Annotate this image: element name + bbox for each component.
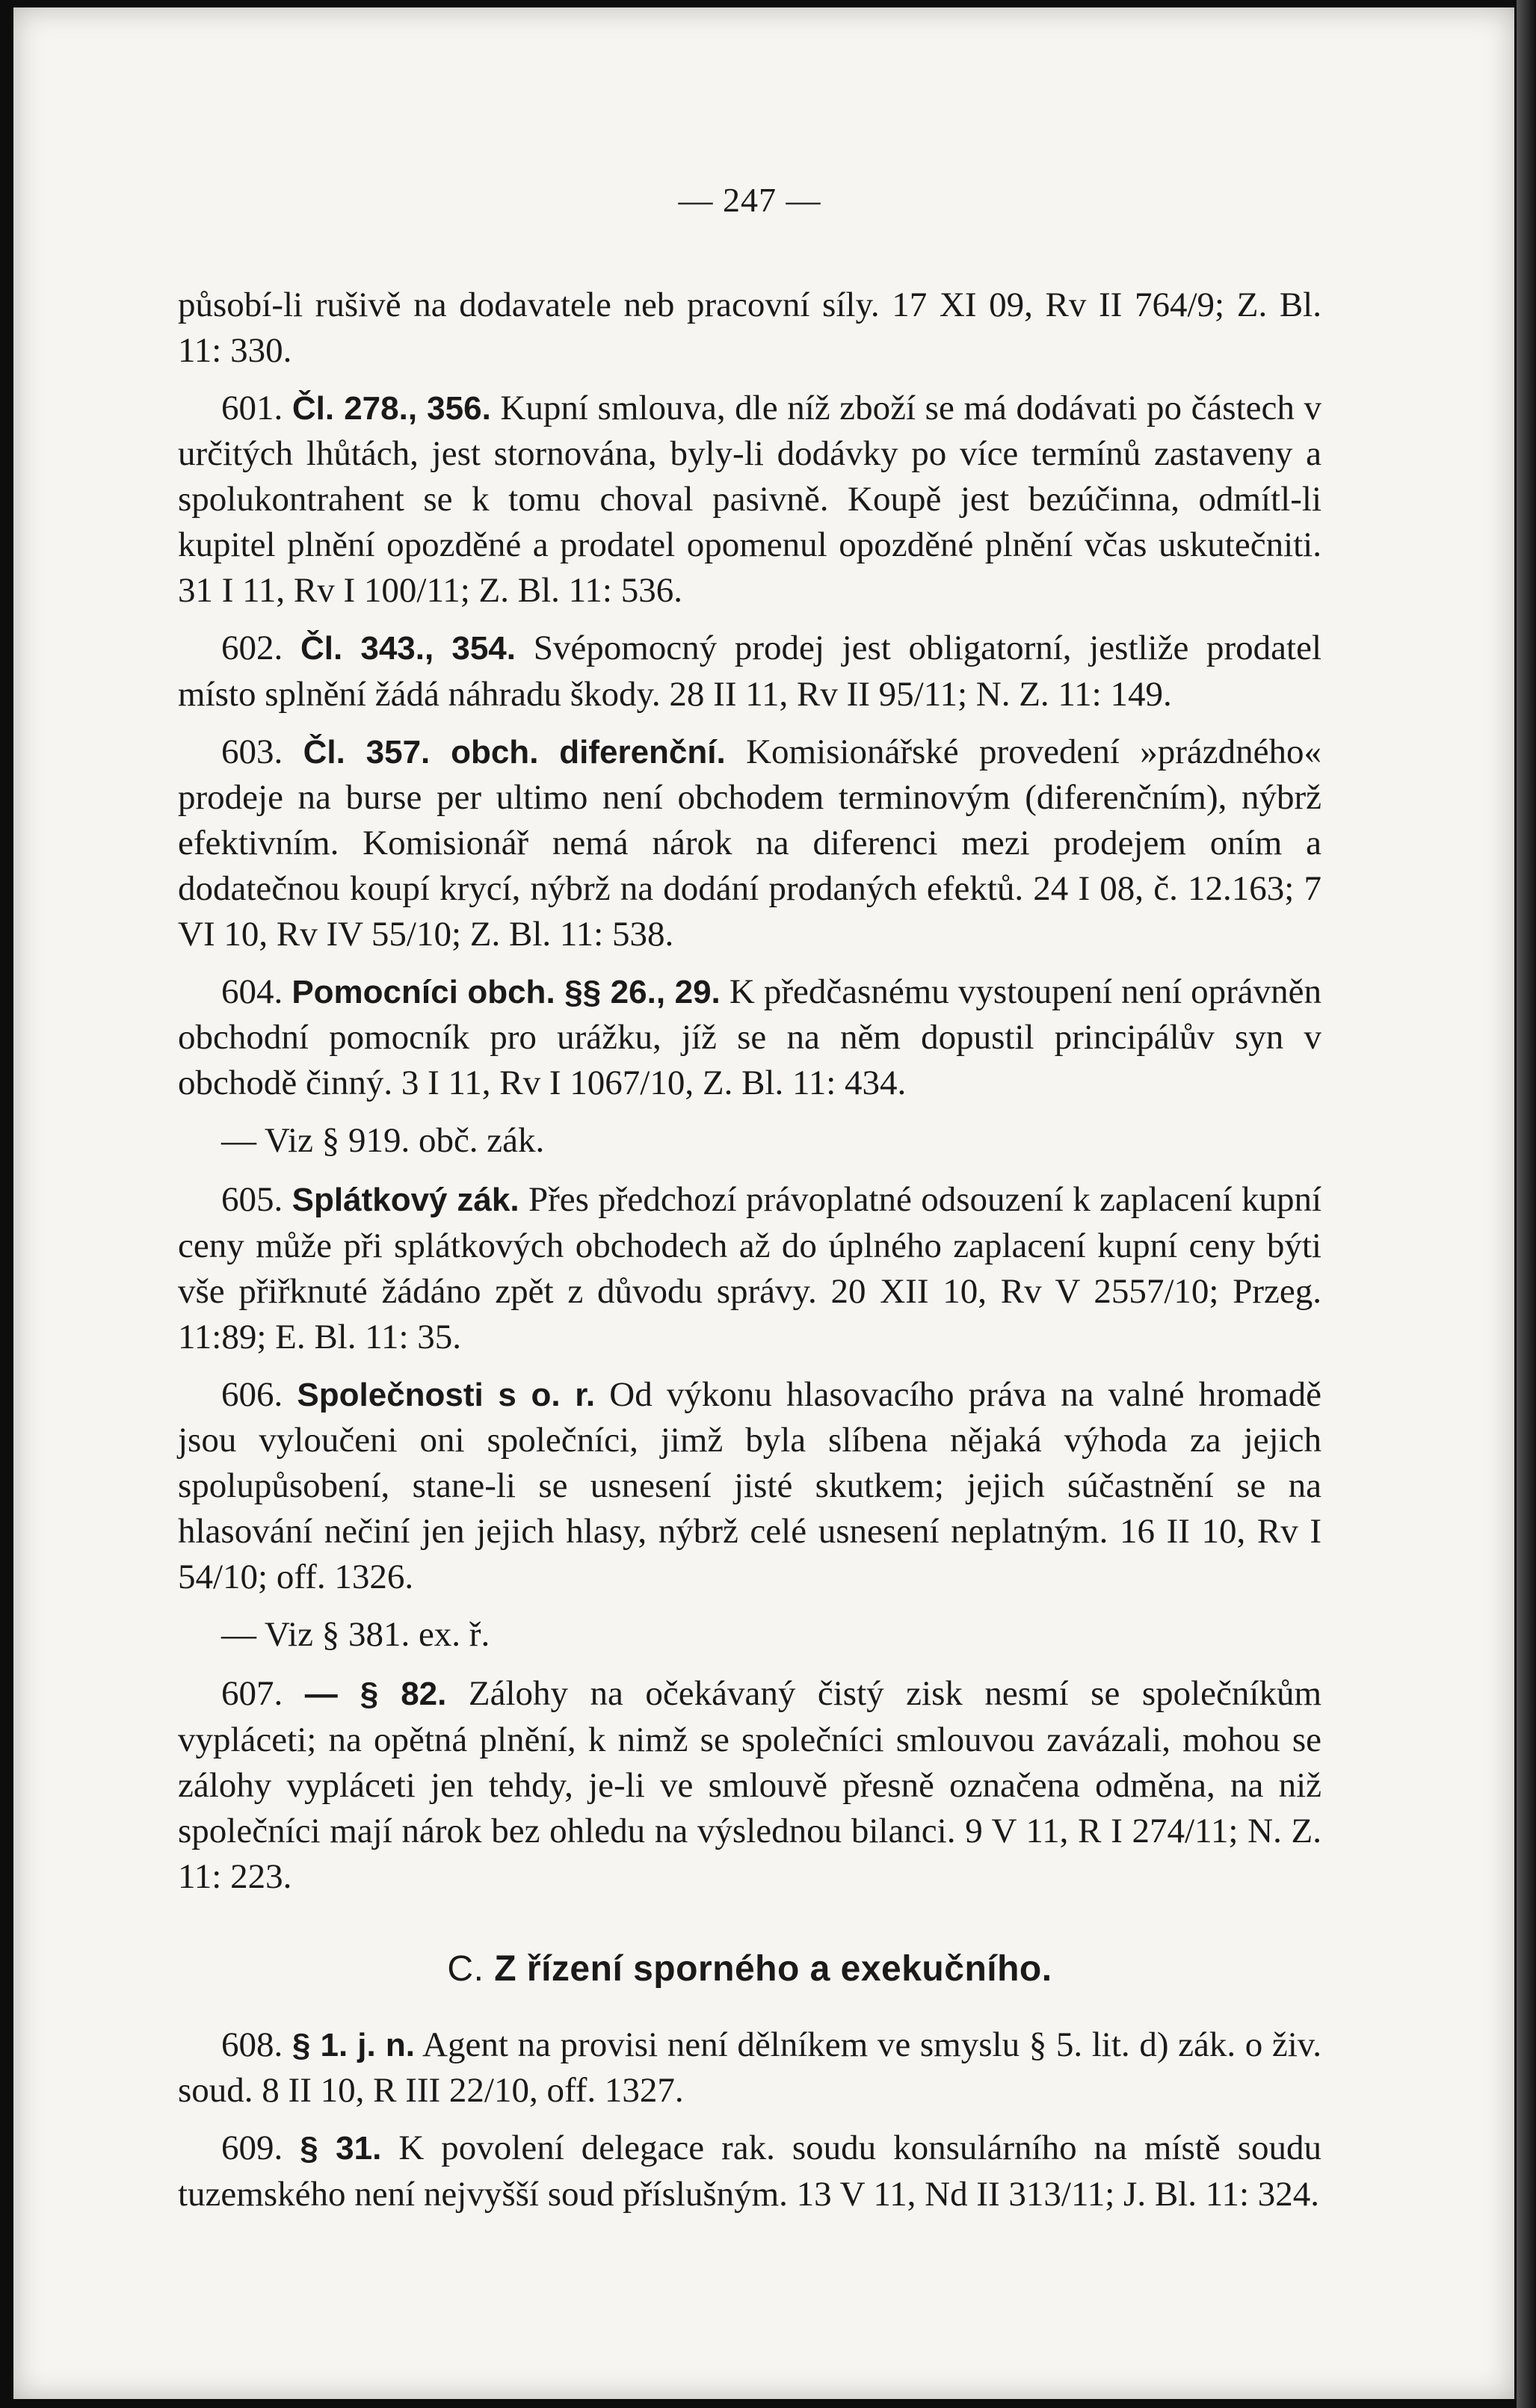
entry-reference: Splátkový zák. bbox=[292, 1182, 519, 1219]
cross-reference-2: — Viz § 381. ex. ř. bbox=[221, 1615, 490, 1655]
entry-reference: Čl. 357. obch. diferenční. bbox=[303, 733, 726, 771]
entry-reference: Čl. 343., 354. bbox=[300, 630, 516, 667]
entry-reference: Čl. 278., 356. bbox=[292, 389, 491, 427]
entry-number: 606. bbox=[221, 1374, 283, 1414]
entry-text: K předčasnému vystoupení není oprávněn obchodní pomocník pro urážku, jíž se na něm dopustil principálův syn v obchodě činný. 3 I 11, Rv I 1067/10, Z. Bl. 11: 434. bbox=[178, 972, 1322, 1103]
book-page bbox=[13, 7, 1514, 2399]
entry-text: Svépomocný prodej jest obligatorní, jestliže prodatel místo splnění žádá náhradu škody. 28 II 11, Rv II 95/11; N. Z. 11: 149. bbox=[178, 629, 1322, 714]
entry-number: 604. bbox=[221, 972, 283, 1012]
page-number: — 247 — bbox=[678, 181, 821, 219]
entry-reference: § 1. j. n. bbox=[292, 2027, 415, 2064]
section-title: Z řízení sporného a exekučního. bbox=[494, 1948, 1052, 1989]
page-content bbox=[178, 178, 1321, 2229]
entry-number: 608. bbox=[221, 2025, 283, 2065]
entry-paragraph bbox=[178, 2022, 1321, 2114]
entry-number: 603. bbox=[221, 732, 283, 771]
entries-group-4 bbox=[178, 2022, 1321, 2217]
entry-paragraph bbox=[178, 626, 1321, 717]
section-letter: C. bbox=[447, 1948, 484, 1989]
entry-reference: Společnosti s o. r. bbox=[297, 1376, 596, 1413]
entry-number: 605. bbox=[221, 1180, 283, 1220]
entry-text: Kupní smlouva, dle níž zboží se má dodávati po částech v určitých lhůtách, jest stornována, byly-li dodávky po více termínů zastaveny a spolukontrahent se k tomu choval pasivně. Koupě jest bezúčinna, odmítl-li kupitel plnění opozděné a prodatel opomenul opozděné plnění včas uskutečniti. 31 I 11, Rv I 100/11; Z. Bl. 11: 536. bbox=[178, 388, 1321, 611]
entry-paragraph bbox=[178, 1372, 1321, 1600]
entry-paragraph bbox=[178, 2125, 1321, 2217]
entry-text: Komisionářské provedení »prázdného« prodeje na burse per ultimo není obchodem terminovým (diferenčním), nýbrž efektivním. Komisionář nemá nárok na diferenci mezi prodejem oním a dodatečnou koupí krycí, nýbrž na dodání prodaných efektů. 24 I 08, č. 12.163; 7 VI 10, Rv IV 55/10; Z. Bl. 11: 538. bbox=[178, 732, 1321, 954]
entry-reference: Pomocníci obch. §§ 26., 29. bbox=[292, 974, 721, 1011]
entry-number: 607. bbox=[221, 1674, 283, 1714]
entry-reference: — § 82. bbox=[304, 1676, 447, 1713]
entries-group-1 bbox=[178, 386, 1321, 1106]
entry-number: 601. bbox=[221, 388, 283, 427]
entry-paragraph bbox=[178, 969, 1321, 1106]
entry-paragraph bbox=[178, 386, 1321, 614]
entry-text: K povolení delegace rak. soudu konsulárního na místě soudu tuzemského není nejvyšší soud příslušným. 13 V 11, Nd II 313/11; J. Bl. 11: 324. bbox=[178, 2128, 1322, 2214]
entry-number: 602. bbox=[221, 629, 283, 668]
section-heading bbox=[178, 1946, 1321, 1992]
entry-paragraph bbox=[178, 1177, 1321, 1359]
entry-text: Agent na provisi není dělníkem ve smyslu § 5. lit. d) zák. o živ. soud. 8 II 10, R III 22/10, off. 1327. bbox=[178, 2025, 1321, 2111]
entry-paragraph bbox=[178, 1671, 1321, 1899]
entries-group-2 bbox=[178, 1177, 1321, 1600]
entry-text: Přes předchozí právoplatné odsouzení k zaplacení kupní ceny může při splátkových obchodech až do úplného zaplacení kupní ceny býti vše přiřknuté žádáno zpět z důvodu správy. 20 XII 10, Rv V 2557/10; Przeg. 11:89; E. Bl. 11: 35. bbox=[178, 1180, 1321, 1356]
scan-edge bbox=[1517, 0, 1536, 2408]
entry-reference: § 31. bbox=[300, 2130, 382, 2167]
cross-reference-1: — Viz § 919. obč. zák. bbox=[221, 1121, 545, 1161]
entry-text: Od výkonu hlasovacího práva na valné hromadě jsou vyloučeni oni společníci, jimž byla slíbena nějaká výhoda za jejich spolupůsobení, stane-li se usnesení jisté skutkem; jejich súčastnění se na hlasování nečiní jen jejich hlasy, nýbrž celé usnesení neplatným. 16 II 10, Rv I 54/10; off. 1326. bbox=[178, 1374, 1322, 1597]
entries-group-3 bbox=[178, 1671, 1321, 1899]
entry-number: 609. bbox=[221, 2128, 283, 2168]
intro-paragraph: působí-li rušivě na dodavatele neb pracovní síly. 17 XI 09, Rv II 764/9; Z. Bl. 11: 330. bbox=[178, 285, 1321, 370]
entry-paragraph bbox=[178, 729, 1321, 957]
entry-text: Zálohy na očekávaný čistý zisk nesmí se společníkům vypláceti; na opětná plnění, k nimž se společníci smlouvou zavázali, mohou se zálohy vypláceti jen tehdy, je-li ve smlouvě přesně označena odměna, na niž společníci mají nárok bez ohledu na výslednou bilanci. 9 V 11, R I 274/11; N. Z. 11: 223. bbox=[178, 1674, 1322, 1896]
